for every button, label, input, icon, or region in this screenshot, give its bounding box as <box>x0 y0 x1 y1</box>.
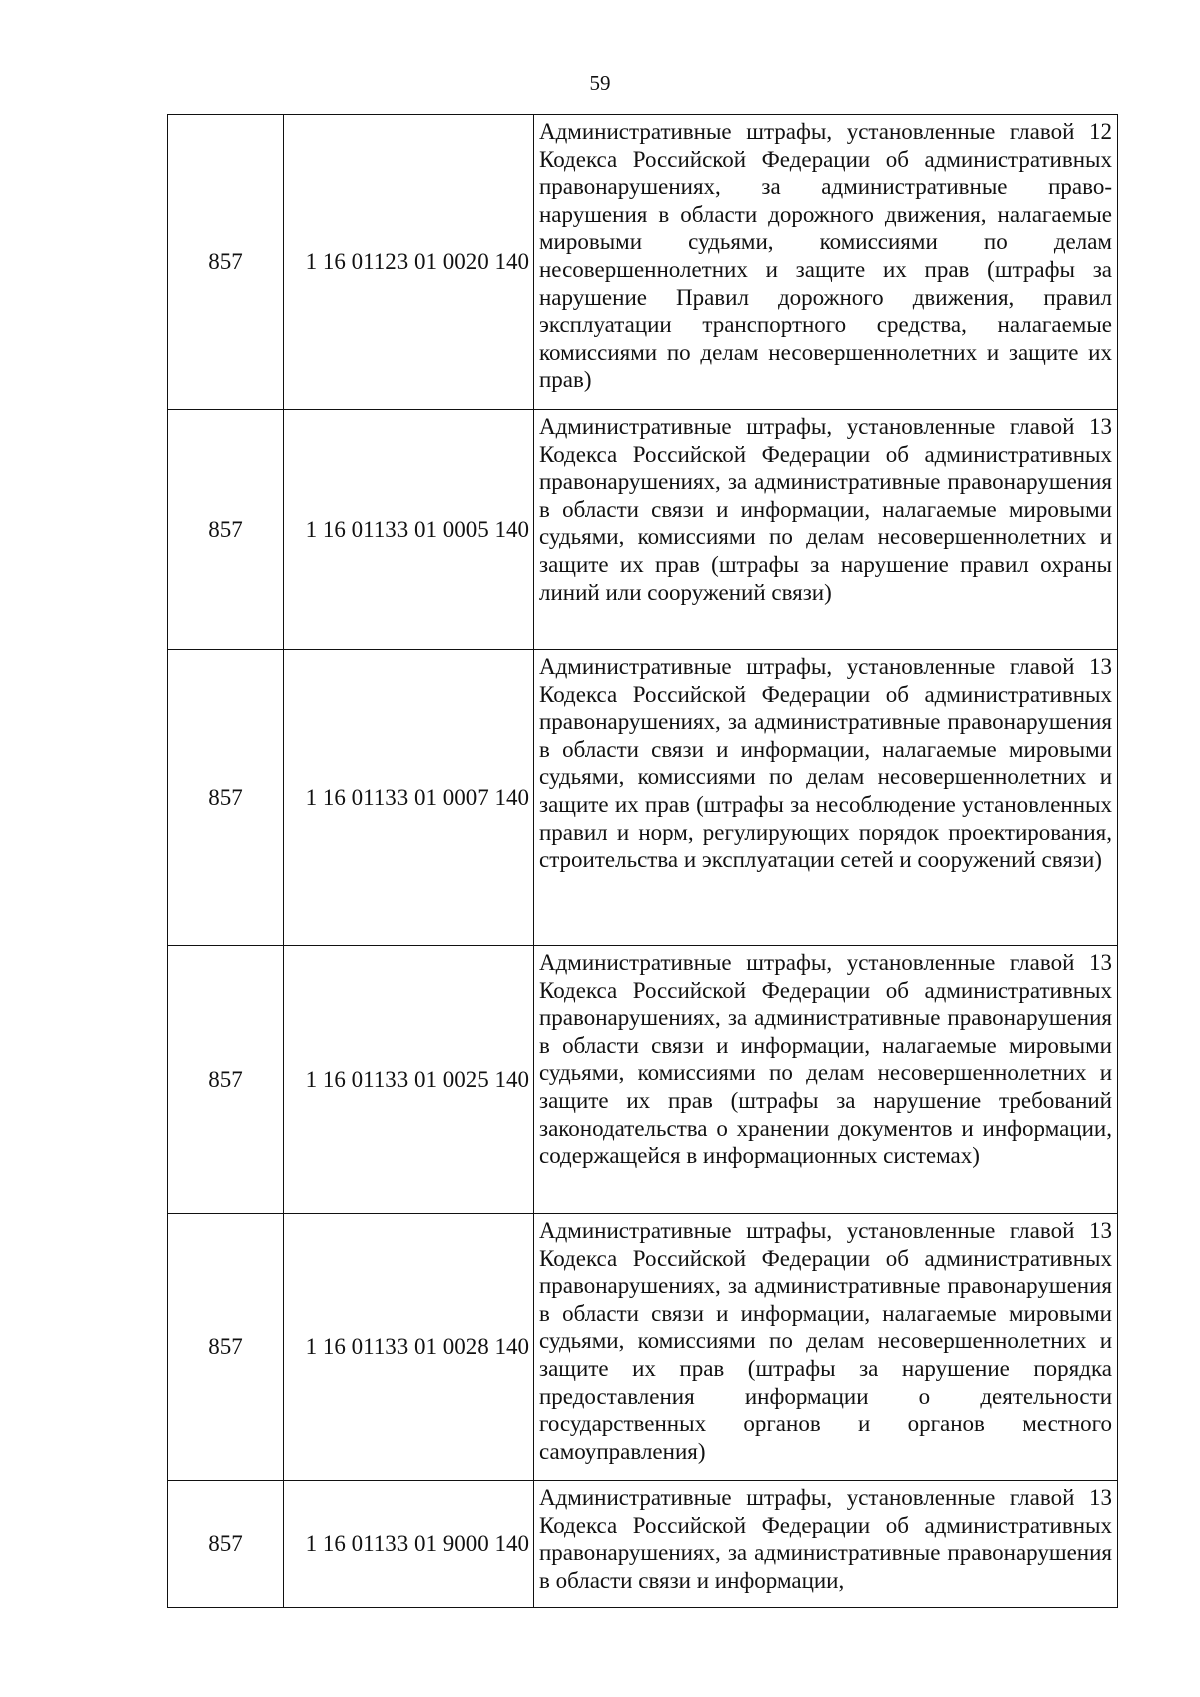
administrator-code-cell: 857 <box>168 410 284 650</box>
revenue-description-cell: Административные штрафы, установленные главой 13 Кодекса Российской Федерации об административных правонарушениях, за административные правонарушения в области связи и информации, <box>534 1481 1118 1608</box>
table-row <box>168 1214 1118 1481</box>
table-row <box>168 1481 1118 1608</box>
administrator-code-cell: 857 <box>168 1214 284 1481</box>
table-row <box>168 946 1118 1214</box>
table-row <box>168 115 1118 410</box>
budget-classification-code-cell: 1 16 01133 01 0025 140 <box>284 946 534 1214</box>
budget-classification-code-cell: 1 16 01133 01 0007 140 <box>284 650 534 946</box>
administrator-code-cell: 857 <box>168 115 284 410</box>
budget-classification-code-cell: 1 16 01133 01 9000 140 <box>284 1481 534 1608</box>
page-number: 59 <box>589 71 611 95</box>
table-row <box>168 410 1118 650</box>
budget-classification-code-cell: 1 16 01133 01 0005 140 <box>284 410 534 650</box>
revenue-description-cell: Административные штрафы, установленные главой 13 Кодекса Российской Федерации об административных правонарушениях, за административные правонарушения в области связи и информации, налагаемые мировыми судьями, комиссиями по делам несовершеннолетних и защите их прав (штрафы за нарушение порядка предоставления информации о деятельности государственных органов и органов местного самоуправления) <box>534 1214 1118 1481</box>
revenue-description-cell: Административные штрафы, установленные главой 13 Кодекса Российской Федерации об административных правонарушениях, за административные правонарушения в области связи и информации, налагаемые мировыми судьями, комиссиями по делам несовершеннолетних и защите их прав (штрафы за нарушение требований законодательства о хранении документов и информации, содержащейся в информационных системах) <box>534 946 1118 1214</box>
revenue-description-cell: Административные штрафы, установленные главой 13 Кодекса Российской Федерации об административных правонарушениях, за административные правонарушения в области связи и информации, налагаемые мировыми судьями, комиссиями по делам несовершеннолетних и защите их прав (штрафы за несоблюдение установленных правил и норм, регулирующих порядок проектирования, строительства и эксплуатации сетей и сооружений связи) <box>534 650 1118 946</box>
budget-classification-code-cell: 1 16 01133 01 0028 140 <box>284 1214 534 1481</box>
administrator-code-cell: 857 <box>168 650 284 946</box>
administrator-code-cell: 857 <box>168 1481 284 1608</box>
administrator-code-cell: 857 <box>168 946 284 1214</box>
table-row <box>168 650 1118 946</box>
revenue-codes-table <box>167 114 1118 1608</box>
revenue-description-cell: Административные штрафы, установленные главой 12 Кодекса Российской Федерации об административных правонарушениях, за административные право-нарушения в области дорожного движения, налагаемые мировыми судьями, комиссиями по делам несовершеннолетних и защите их прав (штрафы за нарушение Правил дорожного движения, правил эксплуатации транспортного средства, налагаемые комиссиями по делам несовершеннолетних и защите их прав) <box>534 115 1118 410</box>
budget-classification-code-cell: 1 16 01123 01 0020 140 <box>284 115 534 410</box>
revenue-description-cell: Административные штрафы, установленные главой 13 Кодекса Российской Федерации об административных правонарушениях, за административные правонарушения в области связи и информации, налагаемые мировыми судьями, комиссиями по делам несовершеннолетних и защите их прав (штрафы за нарушение правил охраны линий или сооружений связи) <box>534 410 1118 650</box>
